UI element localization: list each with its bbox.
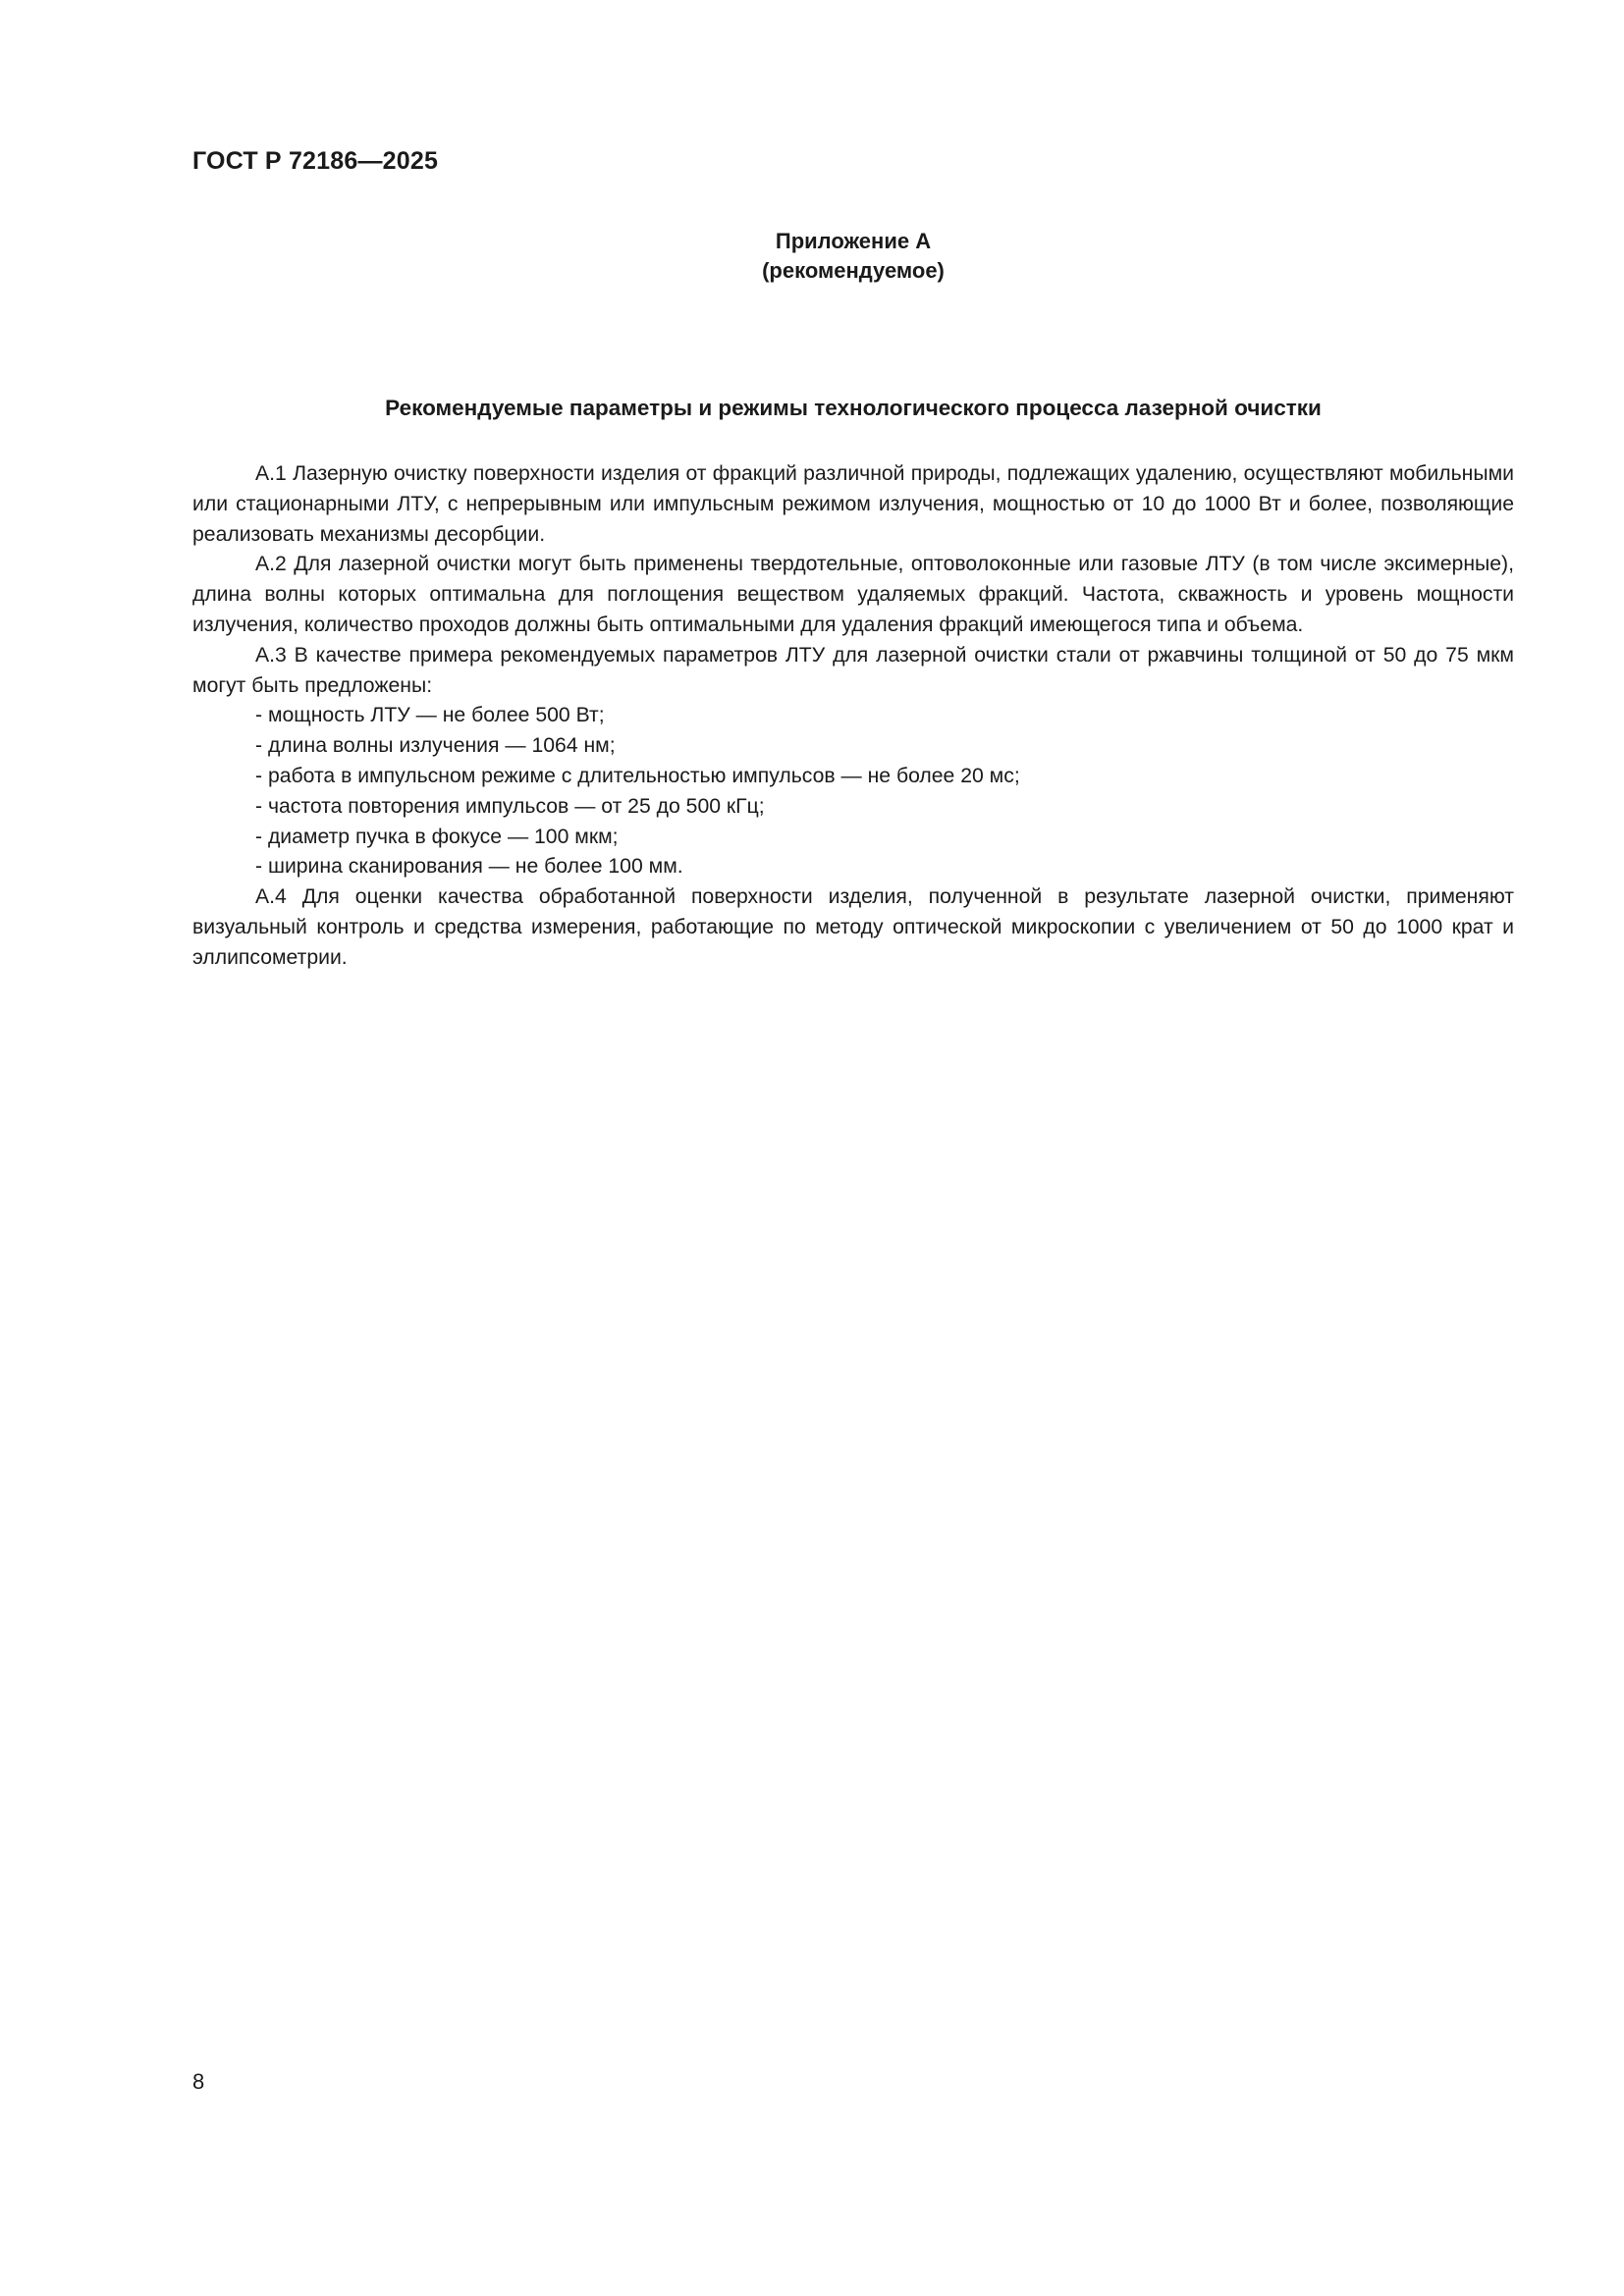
document-body [192, 459, 1514, 974]
list-item: - мощность ЛТУ — не более 500 Вт; [255, 704, 605, 727]
list-item: - частота повторения импульсов — от 25 до 500 кГц; [255, 794, 765, 818]
paragraph-a3: А.3 В качестве примера рекомендуемых параметров ЛТУ для лазерной очистки стали от ржавчины толщиной от 50 до 75 мкм могут быть предложены: [192, 643, 1514, 697]
paragraph-a4: А.4 Для оценки качества обработанной поверхности изделия, полученной в результате лазерной очистки, применяют визуальный контроль и средства измерения, работающие по методу оптической микроскопии с увеличением от 50 до 1000 крат и эллипсометрии. [192, 885, 1514, 969]
appendix-status: (рекомендуемое) [762, 258, 945, 283]
page-number: 8 [192, 2069, 205, 2094]
paragraph-a1: А.1 Лазерную очистку поверхности изделия от фракций различной природы, подлежащих удалению, осуществляют мобильными или стационарными ЛТУ, с непрерывным или импульсным режимом излучения, мощностью от 10 до 1000 Вт и более, позволяющие реализовать механизмы десорбции. [192, 462, 1514, 546]
list-item: - диаметр пучка в фокусе — 100 мкм; [255, 825, 619, 848]
appendix-title: Рекомендуемые параметры и режимы технологического процесса лазерной очистки [385, 396, 1322, 420]
paragraph-a2: А.2 Для лазерной очистки могут быть применены твердотельные, оптоволоконные или газовые ЛТУ (в том числе эксимерные), длина волны которых оптимальна для поглощения веществом удаляемых фракций. Частота, скважность и уровень мощности излучения, количество проходов должны быть оптимальными для удаления фракций имеющегося типа и объема. [192, 553, 1514, 636]
parameters-list [192, 701, 1514, 882]
appendix-heading [192, 227, 1514, 286]
appendix-label: Приложение А [775, 229, 932, 253]
list-item: - работа в импульсном режиме с длительностью импульсов — не более 20 мс; [255, 764, 1020, 787]
list-item: - ширина сканирования — не более 100 мм. [255, 855, 683, 879]
document-id: ГОСТ Р 72186—2025 [192, 147, 439, 175]
list-item: - длина волны излучения — 1064 нм; [255, 734, 616, 758]
